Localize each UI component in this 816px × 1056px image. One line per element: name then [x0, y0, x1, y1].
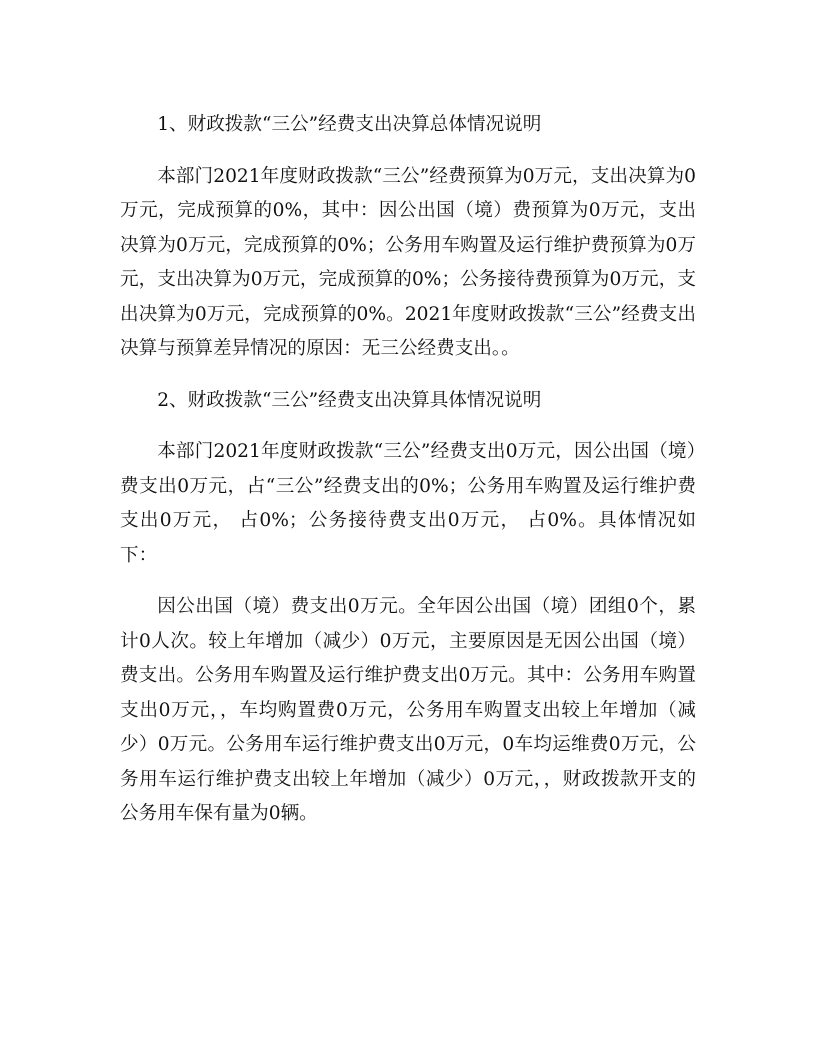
section-1-paragraph-1: 本部门2021年度财政拨款“三公”经费预算为0万元，支出决算为0万元，完成预算的0%，其中：因公出国（境）费预算为0万元，支出决算为0万元，完成预算的0%；公务用车购置及运行维护费预算为0万元，支出决算为0万元，完成预算的0%；公务接待费预算为0万元，支出决算为0万元，完成预算的0%。2021年度财政拨款“三公”经费支出决算与预算差异情况的原因：无三公经费支出。。 — [120, 165, 696, 359]
section-1-heading: 1、财政拨款“三公”经费支出决算总体情况说明 — [157, 114, 542, 135]
document-page — [120, 108, 696, 849]
section-2-paragraph-1: 本部门2021年度财政拨款“三公”经费支出0万元，因公出国（境）费支出0万元，占“三公”经费支出的0%；公务用车购置及运行维护费支出0万元， 占0%；公务接待费支出0万元， 占0%。具体情况如下： — [120, 441, 696, 566]
section-2-paragraph-2: 因公出国（境）费支出0万元。全年因公出国（境）团组0个，累计0人次。较上年增加（减少）0万元，主要原因是无因公出国（境）费支出。公务用车购置及运行维护费支出0万元。其中：公务用车购置支出0万元，，车均购置费0万元，公务用车购置支出较上年增加（减少）0万元。公务用车运行维护费支出0万元，0车均运维费0万元，公务用车运行维护费支出较上年增加（减少）0万元，，财政拨款开支的公务用车保有量为0辆。 — [120, 596, 696, 824]
section-2-heading: 2、财政拨款“三公”经费支出决算具体情况说明 — [157, 389, 542, 411]
